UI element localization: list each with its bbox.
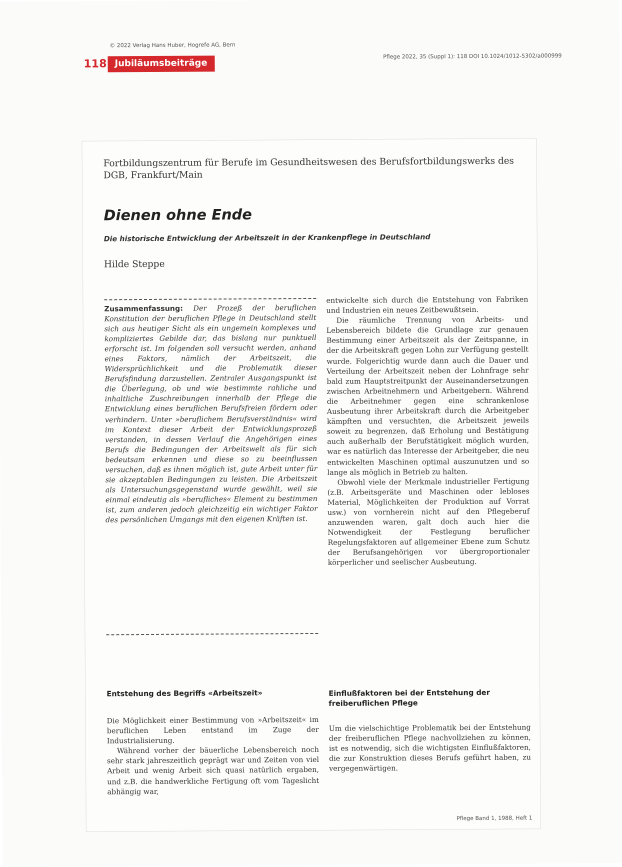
article-title: Dienen ohne Ende (103, 207, 253, 225)
abstract-label: Zusammenfassung: (104, 303, 183, 314)
paragraph: Die räumliche Trennung von Arbeits- und Lebensbereich bildete die Grundlage zur genauen Bestimmung einer Arbeitszeit als der Zeitspanne, in der die Arbeitskraft gegen Lohn zur Verfügung gestellt wurde. Folgerichtig wurde dann auch die Dauer und Verteilung der Arbeitszeit neben der Lohnfrage sehr bald zum Hauptstreitpunkt der Auseinandersetzungen zwischen Arbeitnehmern und Arbeitgebern. Während die Arbeitnehmer gegen eine schrankenlose Ausbeutung ihrer Arbeitskraft durch die Arbeitgeber kämpften und versuchten, die Arbeitszeit jeweils soweit zu begrenzen, daß Erholung und Bestätigung auch außerhalb der Berufstätigkeit möglich wurden, war es natürlich das Interesse der Arbeitgeber, die neu entwickelten Maschinen optimal auszunutzen und so lange als möglich in Betrieb zu halten. (326, 314, 530, 477)
right-column-text-2 (329, 723, 531, 775)
right-column-text (326, 295, 530, 569)
left-column-text (107, 715, 319, 797)
section-heading: Entstehung des Begriffs «Arbeitszeit» (106, 688, 263, 699)
paragraph: Die Möglichkeit einer Bestimmung von »Arbeitszeit« im beruflichen Leben entstand im Zuge der Industrialisierung. (106, 714, 319, 746)
section-heading: Einflußfaktoren bei der Entstehung der freiberuflichen Pflege (328, 687, 490, 708)
article-subtitle: Die historische Entwicklung der Arbeitszeit in der Krankenpflege in Deutschland (103, 232, 431, 244)
paragraph: Obwohl viele der Merkmale industrieller Fertigung (z.B. Arbeitsgeräte und Maschinen oder lebloses Material, Möglichkeiten der Produktion auf Vorrat usw.) von vornherein nicht auf den Pflegeberuf anzuwenden waren, galt doch auch hier die Notwendigkeit der Festlegung beruflicher Regelungsfaktoren auf allgemeiner Ebene zum Schutz der Berufsangehörigen vor übergroportionaler körperlicher und seelischer Ausbeutung. (327, 476, 530, 568)
paragraph: Um die vielschichtige Problematik bei der Entstehung der freiberuflichen Pflege nachvollziehen zu können, ist es notwendig, sich die wichtigsten Einflußfaktoren, die zur Konstruktion dieses Berufs geführt haben, zu vergegenwärtigen. (328, 722, 532, 774)
abstract (104, 303, 317, 525)
abstract-text: Der Prozeß der beruflichen Konstitution der beruflichen Pflege in Deutschland stellt sich aus heutiger Sicht als ein ungemein komplexes und kompliziertes Gebilde dar, das bislang nur punktuell erforscht ist. Im folgenden soll versucht werden, anhand eines Faktors, nämlich der Arbeitszeit, die Widersprüchlichkeit und die Problematik dieser Berufsfindung darzustellen. Zentraler Ausgangspunkt ist die Überlegung, ob und wie bestimmte rahliche und inhaltliche Zuschreibungen innerhalb der Pflege die Entwicklung eines beruflichen Berufsfreien fördern oder verhindern. Unter »beruflichem Berufsverständnis« wird im Kontext dieser Arbeit der Entwicklungsprozeß verstanden, in dessen Verlauf die Angehörigen eines Berufs die Bedingungen der Arbeitswelt als für sich bedeutsam erkennen und diese so zu beeinflussen versuchen, daß es ihnen möglich ist, gute Arbeit unter für sie akzeptablen Bedingungen zu leisten. Die Arbeitszeit als Untersuchungsgegenstand wurde gewählt, weil sie einmal eindeutig als »berufliches« Element zu bestimmen ist, zum anderen jedoch gleichzeitig ein wichtiger Faktor des persönlichen Umgangs mit den eigenen Kräften ist. (104, 302, 318, 525)
author-name: Hilde Steppe (103, 258, 165, 271)
page-number: 118 (83, 57, 107, 71)
section-tag: Jubiläumsbeiträge (108, 56, 215, 73)
copyright-notice: © 2022 Verlag Hans Huber, Hogrefe AG, Bern (109, 42, 236, 50)
footer-citation: Pflege Band 1, 1988, Heft 1 (456, 815, 533, 823)
institution-line: Fortbildungszentrum für Berufe im Gesundheitswesen des Berufsfortbildungswerks des DGB, Frankfurt/Main (103, 155, 515, 181)
journal-reference: Pflege 2022, 35 (Suppl 1): 118 DOI 10.1024/1012-5302/a000999 (383, 53, 562, 61)
paragraph: Während vorher der bäuerliche Lebensbereich noch sehr stark jahreszeitlich geprägt war und Zeiten von viel Arbeit und wenig Arbeit sich quasi natürlich ergaben, und z.B. die handwerkliche Fertigung oft vom Tageslicht abhängig war, (106, 745, 320, 796)
paragraph: entwickelte sich durch die Entstehung von Fabriken und Industrien ein neues Zeitbewußtsein. (326, 294, 529, 315)
